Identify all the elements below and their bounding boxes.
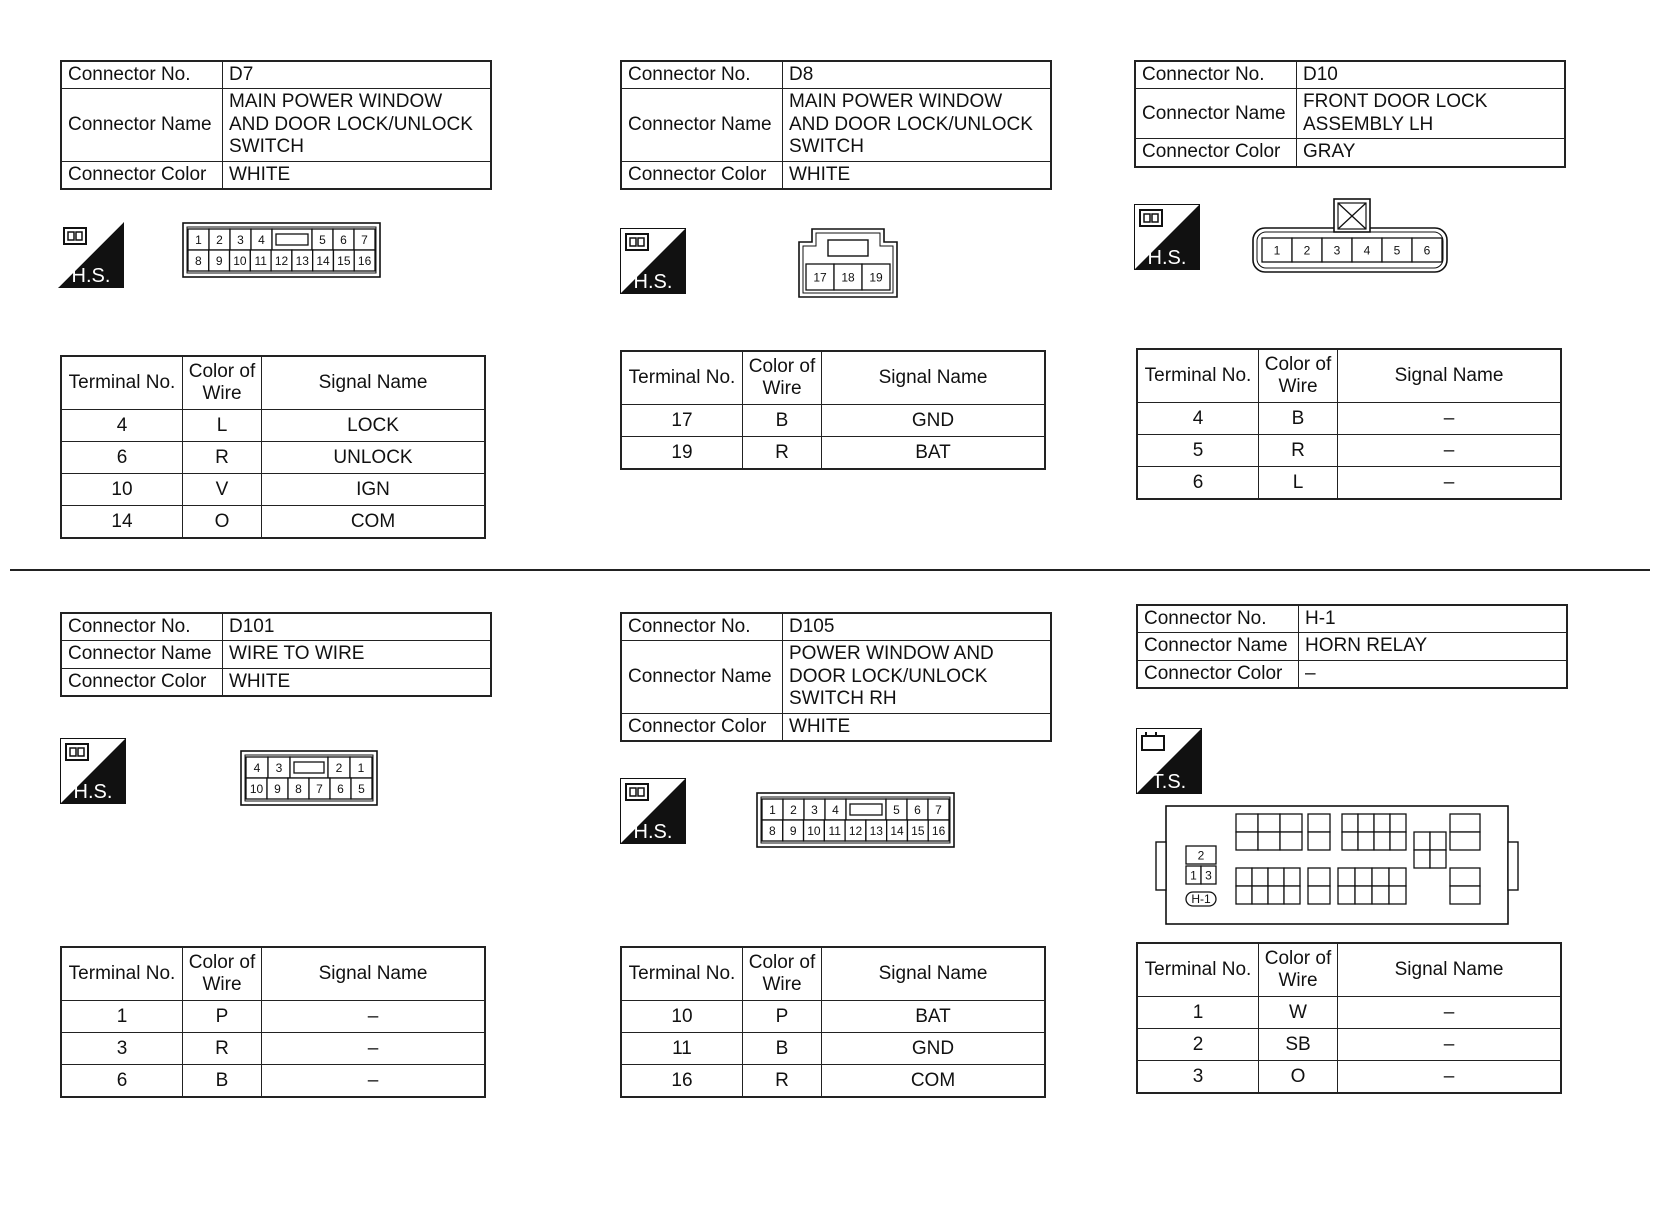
- connector-no-label: Connector No.: [1135, 61, 1297, 89]
- signal-panel-d105: [620, 946, 1060, 1098]
- terminal-cell: 5: [1137, 435, 1259, 467]
- relay-cavity: [1430, 832, 1446, 850]
- signal-cell: IGN: [262, 474, 486, 506]
- table-row: [61, 442, 485, 474]
- color-of-wire-header: Color of Wire: [743, 351, 822, 405]
- pin-label: 7: [316, 782, 323, 796]
- pin-label: 6: [337, 782, 344, 796]
- terminal-cell: 10: [621, 1001, 743, 1033]
- table-row: [1137, 997, 1561, 1029]
- connector-no-label: Connector No.: [61, 613, 223, 641]
- connector-info-table: [620, 612, 1052, 742]
- connector-name-value: HORN RELAY: [1299, 633, 1568, 660]
- pin-label: 9: [274, 782, 281, 796]
- relay-cavity: [1390, 832, 1406, 850]
- wire-cell: B: [1259, 403, 1338, 435]
- connector-face-d7: [182, 222, 381, 278]
- connector-face-d8: [798, 228, 898, 298]
- color-of-wire-header: Color of Wire: [1259, 349, 1338, 403]
- terminal-no-header: Terminal No.: [61, 947, 183, 1001]
- connector-info-table: [620, 60, 1052, 190]
- signal-cell: –: [262, 1001, 486, 1033]
- pin-label: 9: [789, 824, 797, 838]
- pin-label: 11: [254, 254, 267, 268]
- pin-label: 6: [1423, 243, 1431, 258]
- connector-panel-h1: [1136, 604, 1576, 689]
- connector-face-d101: [240, 750, 378, 806]
- connector-color-value: –: [1299, 660, 1568, 688]
- pin-label: 7: [935, 803, 942, 817]
- relay-cavity: [1374, 814, 1390, 832]
- relay-cavity: [1258, 832, 1280, 850]
- wire-cell: W: [1259, 997, 1338, 1029]
- signal-cell: –: [1338, 997, 1562, 1029]
- table-row: [61, 1001, 485, 1033]
- pin-label: 18: [841, 270, 855, 285]
- connector-name-value: MAIN POWER WINDOW AND DOOR LOCK/UNLOCK SWITCH: [223, 89, 492, 161]
- pin-label: 3: [237, 233, 244, 247]
- pin-label: 2: [1197, 848, 1205, 863]
- wire-cell: V: [183, 474, 262, 506]
- pin-label: 14: [890, 824, 904, 838]
- connector-name-value: WIRE TO WIRE: [223, 641, 492, 668]
- signal-panel-d8: [620, 350, 1060, 470]
- harness-side-badge: [60, 738, 126, 804]
- pin-label: 3: [811, 803, 818, 817]
- pin-label: 13: [869, 824, 883, 838]
- signal-table: [60, 946, 486, 1098]
- connector-name-label: Connector Name: [621, 641, 783, 713]
- terminal-cell: 16: [621, 1065, 743, 1098]
- pin-label: 7: [361, 233, 368, 247]
- relay-cavity: [1414, 850, 1430, 868]
- connector-color-value: WHITE: [223, 161, 492, 189]
- relay-cavity: [1308, 868, 1330, 886]
- terminal-cell: 6: [61, 1065, 183, 1098]
- hs-badge-text: H.S.: [633, 271, 673, 293]
- pin-label: 4: [832, 803, 839, 817]
- color-of-wire-header: Color of Wire: [1259, 943, 1338, 997]
- relay-cavity: [1430, 850, 1446, 868]
- wire-cell: SB: [1259, 1029, 1338, 1061]
- terminal-cell: 6: [61, 442, 183, 474]
- relay-cavity: [1280, 832, 1302, 850]
- pin-label: 12: [274, 254, 289, 268]
- connector-no-label: Connector No.: [61, 61, 223, 89]
- relay-cavity: [1258, 814, 1280, 832]
- connector-color-value: WHITE: [223, 668, 492, 696]
- connector-name-label: Connector Name: [621, 89, 783, 161]
- signal-table: [60, 355, 486, 539]
- relay-cavity: [1236, 814, 1258, 832]
- relay-cavity: [1252, 886, 1268, 904]
- pin-label: 5: [893, 803, 900, 817]
- table-row: [1137, 403, 1561, 435]
- section-divider: [10, 569, 1650, 571]
- connector-panel-d10: [1134, 60, 1574, 168]
- connector-color-label: Connector Color: [61, 668, 223, 696]
- relay-cavity: [1372, 868, 1389, 886]
- relay-cavity: [1308, 886, 1330, 904]
- table-row: [621, 1033, 1045, 1065]
- signal-table: [620, 946, 1046, 1098]
- connector-name-label: Connector Name: [1137, 633, 1299, 660]
- pin-label: 12: [848, 824, 863, 838]
- relay-cavity: [1390, 814, 1406, 832]
- signal-cell: COM: [822, 1065, 1046, 1098]
- harness-side-badge: [620, 778, 686, 844]
- table-row: [61, 1065, 485, 1098]
- terminal-cell: 6: [1137, 467, 1259, 500]
- signal-cell: –: [1338, 435, 1562, 467]
- connector-name-label: Connector Name: [1135, 89, 1297, 139]
- signal-cell: –: [262, 1065, 486, 1098]
- wire-cell: R: [183, 1033, 262, 1065]
- terminal-side-badge: [1136, 728, 1202, 794]
- relay-cavity: [1374, 832, 1390, 850]
- pin-label: 11: [828, 824, 841, 838]
- pin-label: 4: [253, 761, 261, 775]
- wire-cell: B: [743, 405, 822, 437]
- signal-panel-d101: [60, 946, 500, 1098]
- hs-badge-text: H.S.: [71, 265, 111, 287]
- wire-cell: R: [1259, 435, 1338, 467]
- signal-cell: COM: [262, 506, 486, 539]
- pin-label: 8: [295, 782, 302, 796]
- terminal-cell: 1: [1137, 997, 1259, 1029]
- terminal-cell: 3: [1137, 1061, 1259, 1094]
- table-row: [621, 405, 1045, 437]
- relay-cavity: [1389, 868, 1406, 886]
- pin-label: 2: [335, 761, 343, 775]
- connector-info-table: [60, 612, 492, 697]
- pin-label: 15: [337, 254, 351, 268]
- signal-cell: –: [1338, 1029, 1562, 1061]
- signal-cell: GND: [822, 1033, 1046, 1065]
- connector-no-value: D101: [223, 613, 492, 641]
- relay-cavity: [1280, 814, 1302, 832]
- pin-label: 16: [357, 254, 372, 268]
- wire-cell: R: [743, 1065, 822, 1098]
- relay-cavity: [1342, 832, 1358, 850]
- pin-label: 2: [1303, 243, 1311, 258]
- connector-no-value: D7: [223, 61, 492, 89]
- pin-label: 8: [769, 824, 776, 838]
- relay-cavity: [1268, 886, 1284, 904]
- signal-table: [620, 350, 1046, 470]
- relay-cavity: [1338, 886, 1355, 904]
- connector-panel-d101: [60, 612, 500, 697]
- connector-color-value: WHITE: [783, 161, 1052, 189]
- wire-cell: L: [183, 410, 262, 442]
- connector-info-table: [60, 60, 492, 190]
- pin-label: 5: [358, 782, 365, 796]
- connector-name-value: FRONT DOOR LOCK ASSEMBLY LH: [1297, 89, 1566, 139]
- connector-name-label: Connector Name: [61, 641, 223, 668]
- pin-label: 3: [1205, 868, 1212, 883]
- signal-name-header: Signal Name: [822, 351, 1046, 405]
- relay-cavity: [1414, 832, 1430, 850]
- terminal-cell: 14: [61, 506, 183, 539]
- relay-cavity: [1284, 886, 1300, 904]
- wire-cell: R: [743, 437, 822, 470]
- connector-no-value: D105: [783, 613, 1052, 641]
- signal-panel-d7: [60, 355, 500, 539]
- pin-label: 3: [1333, 243, 1341, 258]
- color-of-wire-header: Color of Wire: [183, 947, 262, 1001]
- pin-label: 1: [195, 233, 202, 247]
- signal-table: [1136, 348, 1562, 500]
- connector-no-value: H-1: [1299, 605, 1568, 633]
- wire-cell: L: [1259, 467, 1338, 500]
- table-row: [1137, 467, 1561, 500]
- signal-cell: GND: [822, 405, 1046, 437]
- table-row: [621, 1065, 1045, 1098]
- relay-cavity: [1342, 814, 1358, 832]
- signal-name-header: Signal Name: [262, 947, 486, 1001]
- pin-label: 19: [869, 270, 883, 285]
- connector-no-value: D8: [783, 61, 1052, 89]
- terminal-cell: 17: [621, 405, 743, 437]
- relay-cavity: [1358, 814, 1374, 832]
- pin-label: 3: [275, 761, 283, 775]
- connector-no-label: Connector No.: [1137, 605, 1299, 633]
- connector-color-label: Connector Color: [621, 713, 783, 741]
- pin-label: 14: [316, 254, 330, 268]
- connector-name-label: Connector Name: [61, 89, 223, 161]
- terminal-cell: 4: [1137, 403, 1259, 435]
- pin-label: 10: [807, 824, 821, 838]
- pin-label: 1: [1190, 868, 1197, 883]
- relay-cavity: [1372, 886, 1389, 904]
- relay-cavity: [1236, 832, 1258, 850]
- terminal-cell: 19: [621, 437, 743, 470]
- table-row: [1137, 1061, 1561, 1094]
- signal-cell: –: [1338, 1061, 1562, 1094]
- terminal-cell: 4: [61, 410, 183, 442]
- signal-cell: –: [1338, 467, 1562, 500]
- relay-cavity: [1252, 868, 1268, 886]
- terminal-no-header: Terminal No.: [1137, 349, 1259, 403]
- connector-name-value: MAIN POWER WINDOW AND DOOR LOCK/UNLOCK SWITCH: [783, 89, 1052, 161]
- relay-cavity: [1308, 832, 1330, 850]
- relay-cavity: [1450, 814, 1480, 832]
- relay-cavity: [1450, 868, 1480, 886]
- pin-label: 1: [357, 761, 365, 775]
- ts-badge-text: T.S.: [1151, 771, 1187, 793]
- terminal-cell: 3: [61, 1033, 183, 1065]
- signal-cell: BAT: [822, 437, 1046, 470]
- harness-side-badge: [1134, 204, 1200, 270]
- relay-cavity: [1236, 886, 1252, 904]
- table-row: [61, 410, 485, 442]
- pin-label: 2: [790, 803, 797, 817]
- connector-panel-d105: [620, 612, 1060, 742]
- pin-label: 2: [216, 233, 223, 247]
- signal-table: [1136, 942, 1562, 1094]
- connector-color-value: GRAY: [1297, 139, 1566, 167]
- wire-cell: P: [183, 1001, 262, 1033]
- relay-cavity: [1389, 886, 1406, 904]
- wire-cell: R: [183, 442, 262, 474]
- relay-cavity: [1236, 868, 1252, 886]
- terminal-no-header: Terminal No.: [621, 351, 743, 405]
- wire-cell: P: [743, 1001, 822, 1033]
- signal-panel-h1: [1136, 942, 1576, 1094]
- lock-tab: [828, 240, 868, 256]
- pin-label: 9: [215, 254, 223, 268]
- pin-label: 10: [249, 782, 264, 796]
- pin-label: 4: [1363, 243, 1371, 258]
- terminal-no-header: Terminal No.: [621, 947, 743, 1001]
- relay-block-face: [1154, 804, 1520, 926]
- harness-side-badge: [620, 228, 686, 294]
- connector-info-table: [1136, 604, 1568, 689]
- lock-tab: [850, 804, 882, 815]
- terminal-no-header: Terminal No.: [1137, 943, 1259, 997]
- pin-label: 17: [813, 270, 827, 285]
- relay-cavity: [1450, 832, 1480, 850]
- signal-panel-d10: [1136, 348, 1576, 500]
- h1-tag-label: H-1: [1191, 892, 1211, 906]
- signal-name-header: Signal Name: [1338, 943, 1562, 997]
- color-of-wire-header: Color of Wire: [743, 947, 822, 1001]
- signal-cell: LOCK: [262, 410, 486, 442]
- table-row: [1137, 1029, 1561, 1061]
- connector-color-label: Connector Color: [61, 161, 223, 189]
- connector-face-d10: [1252, 198, 1448, 274]
- pin-label: 16: [931, 824, 946, 838]
- color-of-wire-header: Color of Wire: [183, 356, 262, 410]
- connector-info-table: [1134, 60, 1566, 168]
- wire-cell: O: [1259, 1061, 1338, 1094]
- table-row: [621, 1001, 1045, 1033]
- connector-panel-d8: [620, 60, 1060, 190]
- connector-no-value: D10: [1297, 61, 1566, 89]
- signal-name-header: Signal Name: [1338, 349, 1562, 403]
- table-row: [621, 437, 1045, 470]
- table-row: [61, 474, 485, 506]
- connector-color-value: WHITE: [783, 713, 1052, 741]
- harness-side-badge: [58, 222, 124, 288]
- connector-color-label: Connector Color: [1135, 139, 1297, 167]
- wire-cell: B: [183, 1065, 262, 1098]
- pin-label: 1: [1273, 243, 1281, 258]
- connector-name-value: POWER WINDOW AND DOOR LOCK/UNLOCK SWITCH RH: [783, 641, 1052, 713]
- pin-label: 5: [319, 233, 326, 247]
- pin-label: 8: [195, 254, 202, 268]
- terminal-no-header: Terminal No.: [61, 356, 183, 410]
- relay-cavity: [1268, 868, 1284, 886]
- relay-cavity: [1355, 886, 1372, 904]
- pin-label: 6: [914, 803, 921, 817]
- relay-cavity: [1338, 868, 1355, 886]
- terminal-cell: 1: [61, 1001, 183, 1033]
- signal-name-header: Signal Name: [262, 356, 486, 410]
- pin-label: 4: [258, 233, 265, 247]
- hs-badge-text: H.S.: [73, 781, 113, 803]
- relay-cavity: [1355, 868, 1372, 886]
- table-row: [61, 506, 485, 539]
- pin-label: 1: [769, 803, 776, 817]
- terminal-cell: 10: [61, 474, 183, 506]
- hs-badge-text: H.S.: [633, 821, 673, 843]
- wire-cell: B: [743, 1033, 822, 1065]
- pin-label: 10: [233, 254, 247, 268]
- relay-cavity: [1450, 886, 1480, 904]
- table-row: [1137, 435, 1561, 467]
- pin-label: 15: [911, 824, 925, 838]
- terminal-cell: 11: [621, 1033, 743, 1065]
- connector-color-label: Connector Color: [621, 161, 783, 189]
- hs-badge-text: H.S.: [1147, 247, 1187, 269]
- connector-panel-d7: [60, 60, 500, 190]
- relay-cavity: [1284, 868, 1300, 886]
- signal-cell: –: [262, 1033, 486, 1065]
- table-row: [61, 1033, 485, 1065]
- pin-label: 6: [340, 233, 347, 247]
- relay-cavity: [1308, 814, 1330, 832]
- terminal-cell: 2: [1137, 1029, 1259, 1061]
- connector-face-d105: [756, 792, 955, 848]
- connector-no-label: Connector No.: [621, 613, 783, 641]
- signal-cell: BAT: [822, 1001, 1046, 1033]
- lock-tab: [294, 762, 324, 773]
- pin-label: 5: [1393, 243, 1401, 258]
- pin-label: 13: [295, 254, 309, 268]
- wire-cell: O: [183, 506, 262, 539]
- signal-name-header: Signal Name: [822, 947, 1046, 1001]
- connector-color-label: Connector Color: [1137, 660, 1299, 688]
- relay-cavity: [1358, 832, 1374, 850]
- lock-tab: [276, 234, 308, 245]
- signal-cell: UNLOCK: [262, 442, 486, 474]
- connector-no-label: Connector No.: [621, 61, 783, 89]
- signal-cell: –: [1338, 403, 1562, 435]
